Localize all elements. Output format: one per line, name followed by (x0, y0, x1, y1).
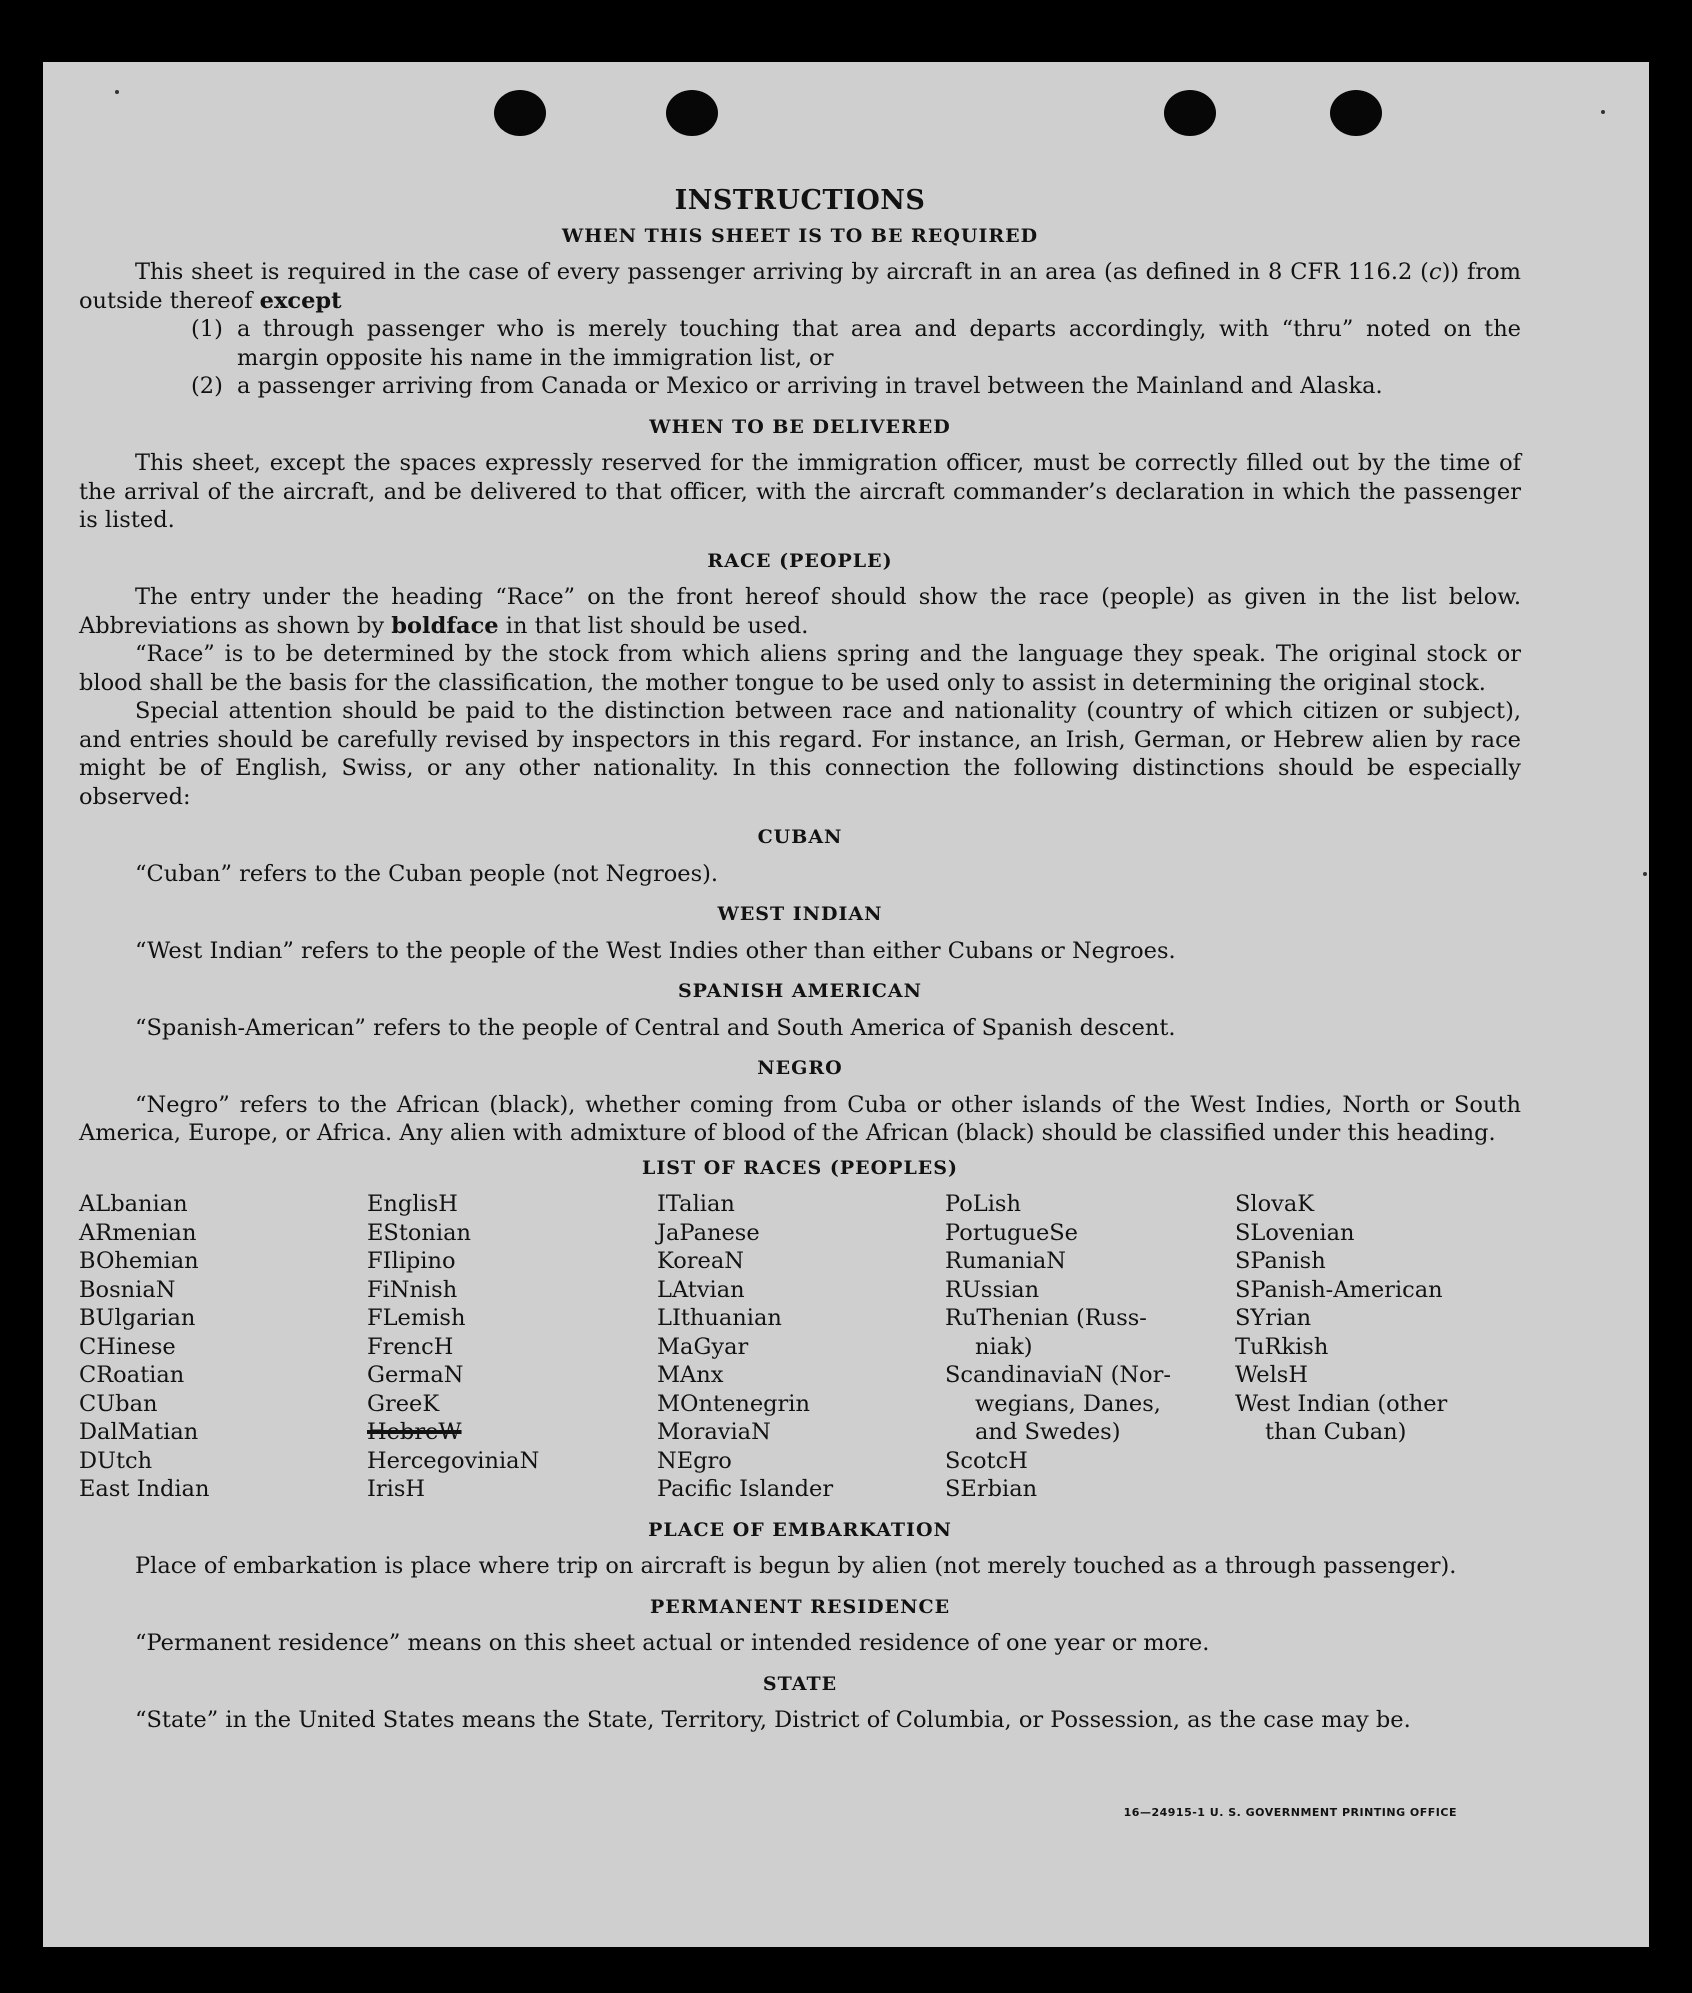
punch-hole (1330, 90, 1382, 136)
section-heading: PLACE OF EMBARKATION (648, 1518, 952, 1541)
section-heading: LIST OF RACES (PEOPLES) (642, 1156, 958, 1179)
race-item: MoraviaN (657, 1419, 771, 1445)
race-item: RumaniaN (945, 1248, 1066, 1274)
race-item: GreeK (367, 1390, 440, 1417)
section-heading: SPANISH AMERICAN (677, 980, 923, 1002)
race-item-continued: niak) (975, 1333, 1033, 1360)
race-item: CUban (79, 1390, 158, 1417)
race-item: FLemish (367, 1305, 466, 1331)
race-column (945, 1190, 1235, 1504)
section-heading: WHEN THIS SHEET IS TO BE REQUIRED (561, 224, 1039, 247)
race-item: East Indian (79, 1476, 210, 1502)
race-item: ScandinaviaN (Nor- (945, 1362, 1171, 1388)
race-item: CHinese (79, 1333, 176, 1360)
race-item: DalMatian (79, 1419, 199, 1445)
section-heading: STATE (762, 1672, 838, 1695)
race-item: TuRkish (1235, 1333, 1329, 1360)
race-item: WelsH (1235, 1362, 1308, 1388)
race-item-continued: and Swedes) (975, 1419, 1121, 1445)
race-item: SPanish-American (1235, 1276, 1443, 1303)
section-heading: PERMANENT RESIDENCE (649, 1595, 951, 1618)
paragraph: This sheet, except the spaces expressly reserved for the immigration officer, must be correctly filled out by the time of the arrival of the aircraft, and be delivered to that officer, with the aircraft commander’s declaration in which the passenger is listed. (79, 450, 1521, 533)
paragraph: “Race” is to be determined by the stock from which aliens spring and the language they speak. The original stock or blood shall be the basis for the classification, the mother tongue to be used only to assist in determining the original stock. (79, 641, 1521, 696)
punch-hole (1164, 90, 1216, 136)
race-item-continued: wegians, Danes, (975, 1390, 1161, 1417)
race-item: IrisH (367, 1476, 426, 1502)
speck (1601, 110, 1605, 114)
race-item: ALbanian (79, 1191, 188, 1217)
race-item: HercegoviniaN (367, 1447, 540, 1474)
race-item: ARmenian (79, 1219, 197, 1246)
race-item-continued: than Cuban) (1265, 1419, 1407, 1445)
race-item: NEgro (657, 1447, 732, 1474)
race-item: BosniaN (79, 1276, 176, 1303)
race-item: PortugueSe (945, 1219, 1079, 1246)
race-column (367, 1190, 657, 1504)
paragraph: “Spanish-American” refers to the people of Central and South America of Spanish descent. (135, 1014, 1176, 1041)
race-item: EnglisH (367, 1191, 458, 1217)
list-item: (2) a passenger arriving from Canada or Mexico or arriving in travel between the Mainland and Alaska. (191, 373, 1383, 399)
race-column (657, 1190, 945, 1504)
speck (1643, 872, 1647, 876)
race-column (79, 1190, 367, 1504)
race-item: SLovenian (1235, 1219, 1355, 1246)
race-item: MaGyar (657, 1333, 749, 1360)
race-item: Pacific Islander (657, 1476, 834, 1502)
paragraph: The entry under the heading “Race” on the front hereof should show the race (people) as given in the list below. Abbreviations as shown by boldface in that list should be used. (79, 584, 1521, 639)
list-item: (1) a through passenger who is merely touching that area and departs accordingly, with “thru” noted on the margin opposite his name in the immigration list, or (191, 316, 1521, 371)
race-item: BOhemian (79, 1248, 199, 1274)
race-item: West Indian (other (1235, 1390, 1448, 1417)
race-item: GermaN (367, 1362, 464, 1388)
race-item: MAnx (657, 1362, 724, 1388)
race-item: RUssian (945, 1276, 1040, 1303)
section-heading: WEST INDIAN (717, 903, 883, 925)
race-item: CRoatian (79, 1362, 185, 1388)
race-item: PoLish (945, 1191, 1021, 1217)
punch-hole (666, 90, 718, 136)
race-item: ITalian (657, 1191, 735, 1217)
paragraph: This sheet is required in the case of every passenger arriving by aircraft in an area (as defined in 8 CFR 116.2 (c)) from outside thereof except (79, 259, 1521, 314)
paragraph: “Permanent residence” means on this sheet actual or intended residence of one year or more. (135, 1630, 1210, 1656)
instructions-body (79, 187, 1521, 1735)
race-item: RuThenian (Russ- (945, 1305, 1147, 1331)
paragraph: Place of embarkation is place where trip on aircraft is begun by alien (not merely touched as a through passenger). (135, 1553, 1457, 1579)
printer-imprint: 16—24915-1 U. S. GOVERNMENT PRINTING OFFICE (1123, 1806, 1457, 1819)
section-heading: WHEN TO BE DELIVERED (649, 415, 951, 438)
race-item: LAtvian (657, 1276, 745, 1303)
race-item: LIthuanian (657, 1305, 782, 1331)
document-sheet (43, 62, 1649, 1947)
paragraph: “Cuban” refers to the Cuban people (not Negroes). (135, 860, 719, 887)
race-item: KoreaN (657, 1248, 744, 1274)
paragraph: Special attention should be paid to the distinction between race and nationality (country of which citizen or subject), and entries should be carefully revised by inspectors in this regard. For instance, an Irish, German, or Hebrew alien by race might be of English, Swiss, or any other nationality. In this connection the following distinctions should be especially observed: (79, 698, 1521, 810)
race-item: SErbian (945, 1476, 1038, 1502)
race-item: DUtch (79, 1447, 153, 1474)
page-title: INSTRUCTIONS (674, 185, 926, 216)
race-item-struck: HebreW (367, 1419, 462, 1445)
race-item: FrencH (367, 1333, 454, 1360)
section-heading: CUBAN (757, 826, 843, 848)
race-item: SYrian (1235, 1305, 1312, 1331)
paragraph: “Negro” refers to the African (black), whether coming from Cuba or other islands of the West Indies, North or South America, Europe, or Africa. Any alien with admixture of blood of the African (black) should be classified under this heading. (79, 1091, 1521, 1146)
paragraph: “State” in the United States means the State, Territory, District of Columbia, or Possession, as the case may be. (135, 1707, 1411, 1733)
paragraph: “West Indian” refers to the people of the West Indies other than either Cubans or Negroes. (135, 937, 1176, 964)
race-item: MOntenegrin (657, 1390, 810, 1417)
race-item: JaPanese (657, 1219, 760, 1246)
speck (115, 90, 119, 94)
section-heading: NEGRO (757, 1057, 843, 1079)
race-column (1235, 1190, 1495, 1504)
race-item: EStonian (367, 1219, 472, 1246)
race-item: BUlgarian (79, 1305, 196, 1331)
race-list (79, 1190, 1521, 1504)
race-item: FiNnish (367, 1276, 458, 1303)
race-item: FIlipino (367, 1248, 456, 1274)
punch-hole (494, 90, 546, 136)
race-item: ScotcH (945, 1447, 1028, 1474)
section-heading: RACE (PEOPLE) (707, 549, 893, 572)
race-item: SPanish (1235, 1248, 1326, 1274)
race-item: SlovaK (1235, 1191, 1315, 1217)
